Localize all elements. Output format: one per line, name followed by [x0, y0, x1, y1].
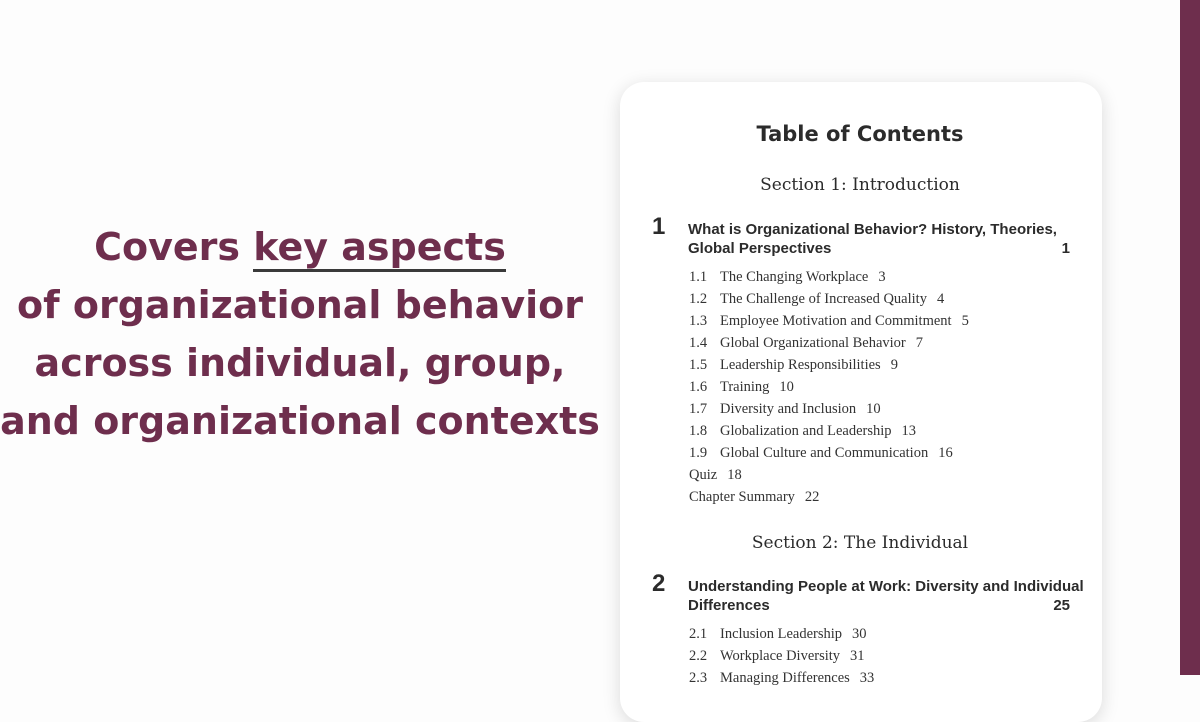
toc-entry[interactable]: Quiz 18 — [689, 467, 742, 483]
headline-line-2: of organizational behavior — [17, 283, 583, 327]
toc-entry[interactable]: 1.5 Leadership Responsibilities 9 — [689, 357, 898, 373]
toc-entry[interactable]: 1.1 The Changing Workplace 3 — [689, 269, 886, 285]
toc-entry[interactable]: 1.9 Global Culture and Communication 16 — [689, 445, 953, 461]
headline-line-3: across individual, group, — [34, 341, 566, 385]
toc-entry[interactable]: 1.3 Employee Motivation and Commitment 5 — [689, 313, 969, 329]
chapter-page-2: 25 — [1053, 597, 1070, 614]
toc-card — [620, 82, 1102, 722]
toc-entry[interactable]: 1.2 The Challenge of Increased Quality 4 — [689, 291, 945, 307]
chapter-title-1: What is Organizational Behavior? History, Theories, Global Perspectives — [688, 221, 1057, 257]
section-heading-1: Section 1: Introduction — [760, 175, 960, 195]
chapter-number-2: 2 — [652, 570, 666, 597]
headline-emphasis: key aspects — [253, 225, 506, 272]
chapter-page-1: 1 — [1061, 240, 1070, 257]
toc-entry[interactable]: 1.4 Global Organizational Behavior 7 — [689, 335, 924, 351]
chapter-title-2: Understanding People at Work: Diversity and Individual Differences — [688, 578, 1084, 614]
toc-title: Table of Contents — [756, 122, 964, 146]
headline — [0, 218, 600, 450]
accent-side-bar — [1180, 0, 1200, 675]
toc-entry[interactable]: 1.7 Diversity and Inclusion 10 — [689, 401, 881, 417]
toc-entry[interactable]: Chapter Summary 22 — [689, 489, 820, 505]
toc-entry[interactable]: 2.3 Managing Differences 33 — [689, 670, 875, 686]
toc-entry[interactable]: 2.1 Inclusion Leadership 30 — [689, 626, 867, 642]
headline-line-4: and organizational contexts — [0, 399, 600, 443]
chapter-number-1: 1 — [652, 213, 666, 240]
section-heading-2: Section 2: The Individual — [751, 533, 969, 553]
toc-entry[interactable]: 1.8 Globalization and Leadership 13 — [689, 423, 917, 439]
toc-entry[interactable]: 1.6 Training 10 — [689, 379, 794, 395]
headline-line-1: Covers key aspects — [0, 218, 600, 276]
toc-entry[interactable]: 2.2 Workplace Diversity 31 — [689, 648, 865, 664]
